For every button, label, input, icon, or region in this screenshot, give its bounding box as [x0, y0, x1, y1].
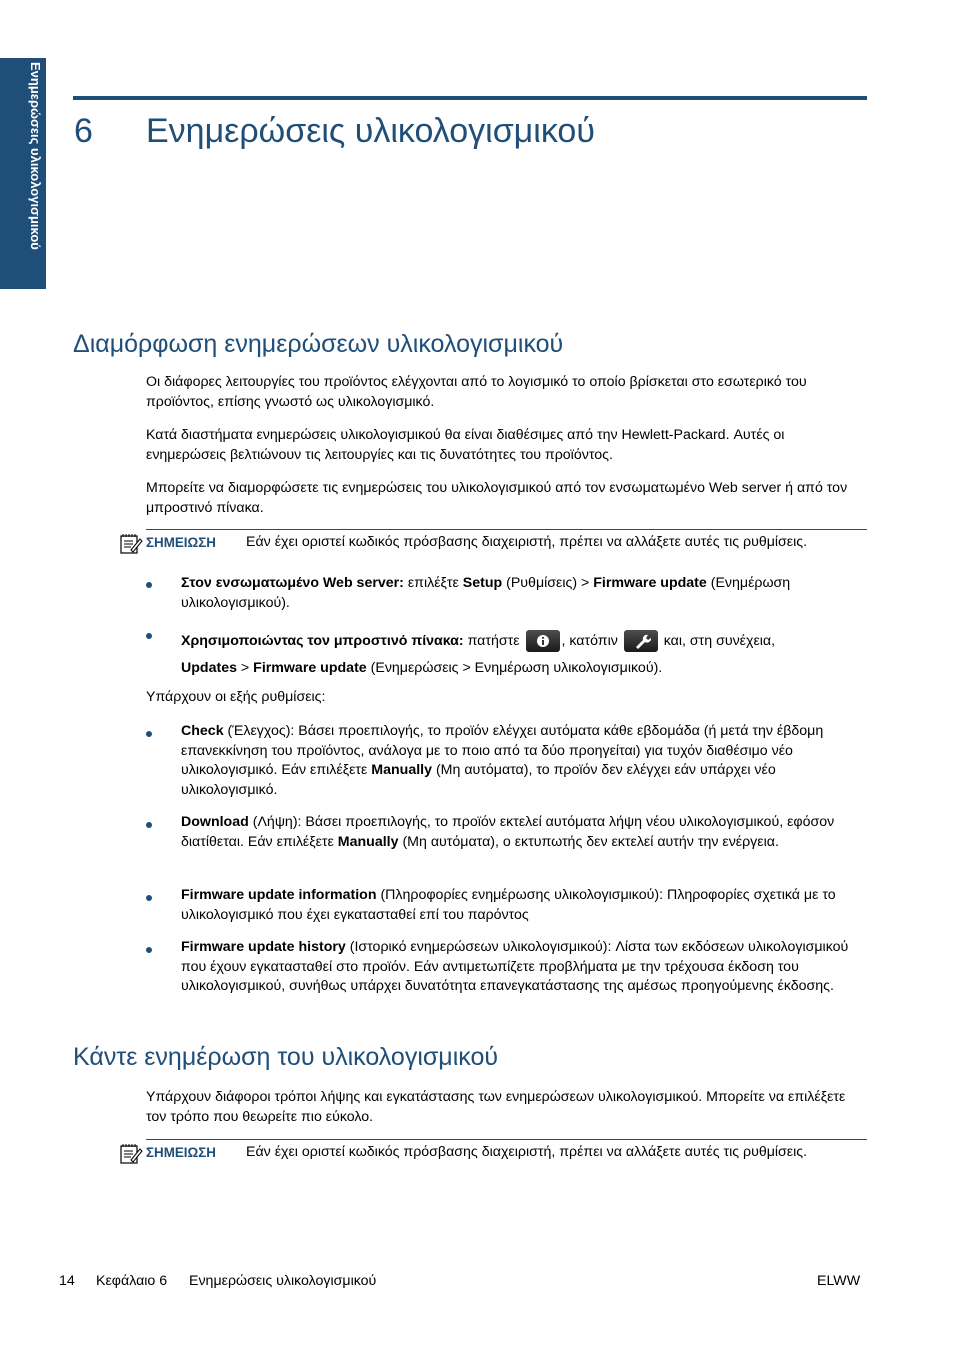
chapter-title: Ενημερώσεις υλικολογισμικού: [146, 112, 595, 150]
note-label: ΣΗΜΕΙΩΣΗ: [146, 535, 216, 550]
list-item-web-server: Στον ενσωματωμένο Web server: επιλέξτε Setup (Ρυθμίσεις) > Firmware update (Ενημέρωση υλικολογισμικού).: [181, 575, 791, 611]
list-item-update-history: Firmware update history (Ιστορικό ενημερώσεων υλικολογισμικού): Λίστα των εκδόσεων υλικολογισμικού που έχουν εγκατασταθεί στο προϊόν. Εάν αντιμετωπίζετε προβλήματα με την τρέχουσα έκδοση του υλικολογισμικού, συνήθως υπάρχει δυνατότητα επανεγκατάστασης της αμέσως προηγούμενης έκδοσης.: [181, 939, 849, 994]
wrench-icon: [624, 630, 658, 652]
footer-document-code: ELWW: [817, 1273, 861, 1289]
bullet-icon: [146, 628, 156, 638]
note-label: ΣΗΜΕΙΩΣΗ: [146, 1145, 216, 1160]
section-heading-configure: Διαμόρφωση ενημερώσεων υλικολογισμικού: [73, 330, 564, 358]
paragraph: Κατά διαστήματα ενημερώσεις υλικολογισμικού θα είναι διαθέσιμες από την Hewlett-Packard. Αυτές οι ενημερώσεις βελτιώνουν τις λειτουργίες και τις δυνατότητες του προϊόντος.: [146, 427, 785, 463]
chapter-number: 6: [74, 112, 93, 150]
note-text: Εάν έχει οριστεί κωδικός πρόσβασης διαχειριστή, πρέπει να αλλάξετε αυτές τις ρυθμίσεις.: [246, 1144, 808, 1160]
bullet-icon: [146, 577, 156, 587]
list-item-check: Check (Έλεγχος): Βάσει προεπιλογής, το προϊόν ελέγχει αυτόματα κάθε εβδομάδα (ή μετά την έβδομη επανεκκίνηση του προϊόντος, ανάλογα με το ποιο από τα δύο προηγείται) για τυχόν διαθέσιμο νέο υλικολογισμικό. Εάν επιλέξετε Manually (Μη αυτόματα), το προϊόν δεν ελέγχει εάν υπάρχει νέο υλικολογισμικό.: [181, 723, 824, 798]
paragraph: Υπάρχουν διάφοροι τρόποι λήψης και εγκατάστασης των ενημερώσεων υλικολογισμικού. Μπορείτε να επιλέξετε τον τρόπο που θεωρείτε πιο εύκολο.: [146, 1089, 846, 1125]
chapter-side-tab: [0, 58, 46, 289]
list-item-front-panel: Χρησιμοποιώντας τον μπροστινό πίνακα: πατήστε , κατόπιν και, στη συνέχεια, Updates > Firmware update (Ενημερώσεις > Ενημέρωση υλικολογισμικού).: [181, 628, 871, 682]
footer-chapter-label: Κεφάλαιο 6: [96, 1273, 168, 1289]
note-rule: [146, 1139, 867, 1140]
list-item-download: Download (Λήψη): Βάσει προεπιλογής, το προϊόν εκτελεί αυτόματα λήψη νέου υλικολογισμικού, εφόσον διατίθεται. Εάν επιλέξετε Manually (Μη αυτόματα), ο εκτυπωτής δεν εκτελεί αυτήν την ενέργεια.: [181, 814, 835, 850]
section-heading-update: Κάντε ενημέρωση του υλικολογισμικού: [73, 1043, 499, 1071]
chapter-rule: [73, 96, 867, 100]
settings-intro: Υπάρχουν οι εξής ρυθμίσεις:: [146, 689, 326, 705]
bullet-icon: [146, 890, 156, 900]
side-tab-text: Ενημερώσεις υλικολογισμικού: [28, 62, 43, 250]
note-pad-icon: [119, 1142, 143, 1164]
note-rule: [146, 529, 867, 530]
paragraph: Οι διάφορες λειτουργίες του προϊόντος ελέγχονται από το λογισμικό το οποίο βρίσκεται στο εσωτερικό του προϊόντος, επίσης γνωστό ως υλικολογισμικό.: [146, 374, 807, 410]
paragraph: Μπορείτε να διαμορφώσετε τις ενημερώσεις του υλικολογισμικού από τον ενσωματωμένο Web server ή από τον μπροστινό πίνακα.: [146, 480, 848, 516]
bullet-icon: [146, 942, 156, 952]
note-pad-icon: [119, 532, 143, 554]
note-text: Εάν έχει οριστεί κωδικός πρόσβασης διαχειριστή, πρέπει να αλλάξετε αυτές τις ρυθμίσεις.: [246, 534, 808, 550]
footer-page-number: 14: [59, 1273, 75, 1289]
info-icon: [526, 630, 560, 652]
bullet-icon: [146, 726, 156, 736]
list-item-update-information: Firmware update information (Πληροφορίες ενημέρωσης υλικολογισμικού): Πληροφορίες σχετικά με το υλικολογισμικό που έχει εγκατασταθεί επί του παρόντος: [181, 887, 836, 923]
bullet-icon: [146, 817, 156, 827]
footer-chapter-title: Ενημερώσεις υλικολογισμικού: [189, 1273, 377, 1289]
